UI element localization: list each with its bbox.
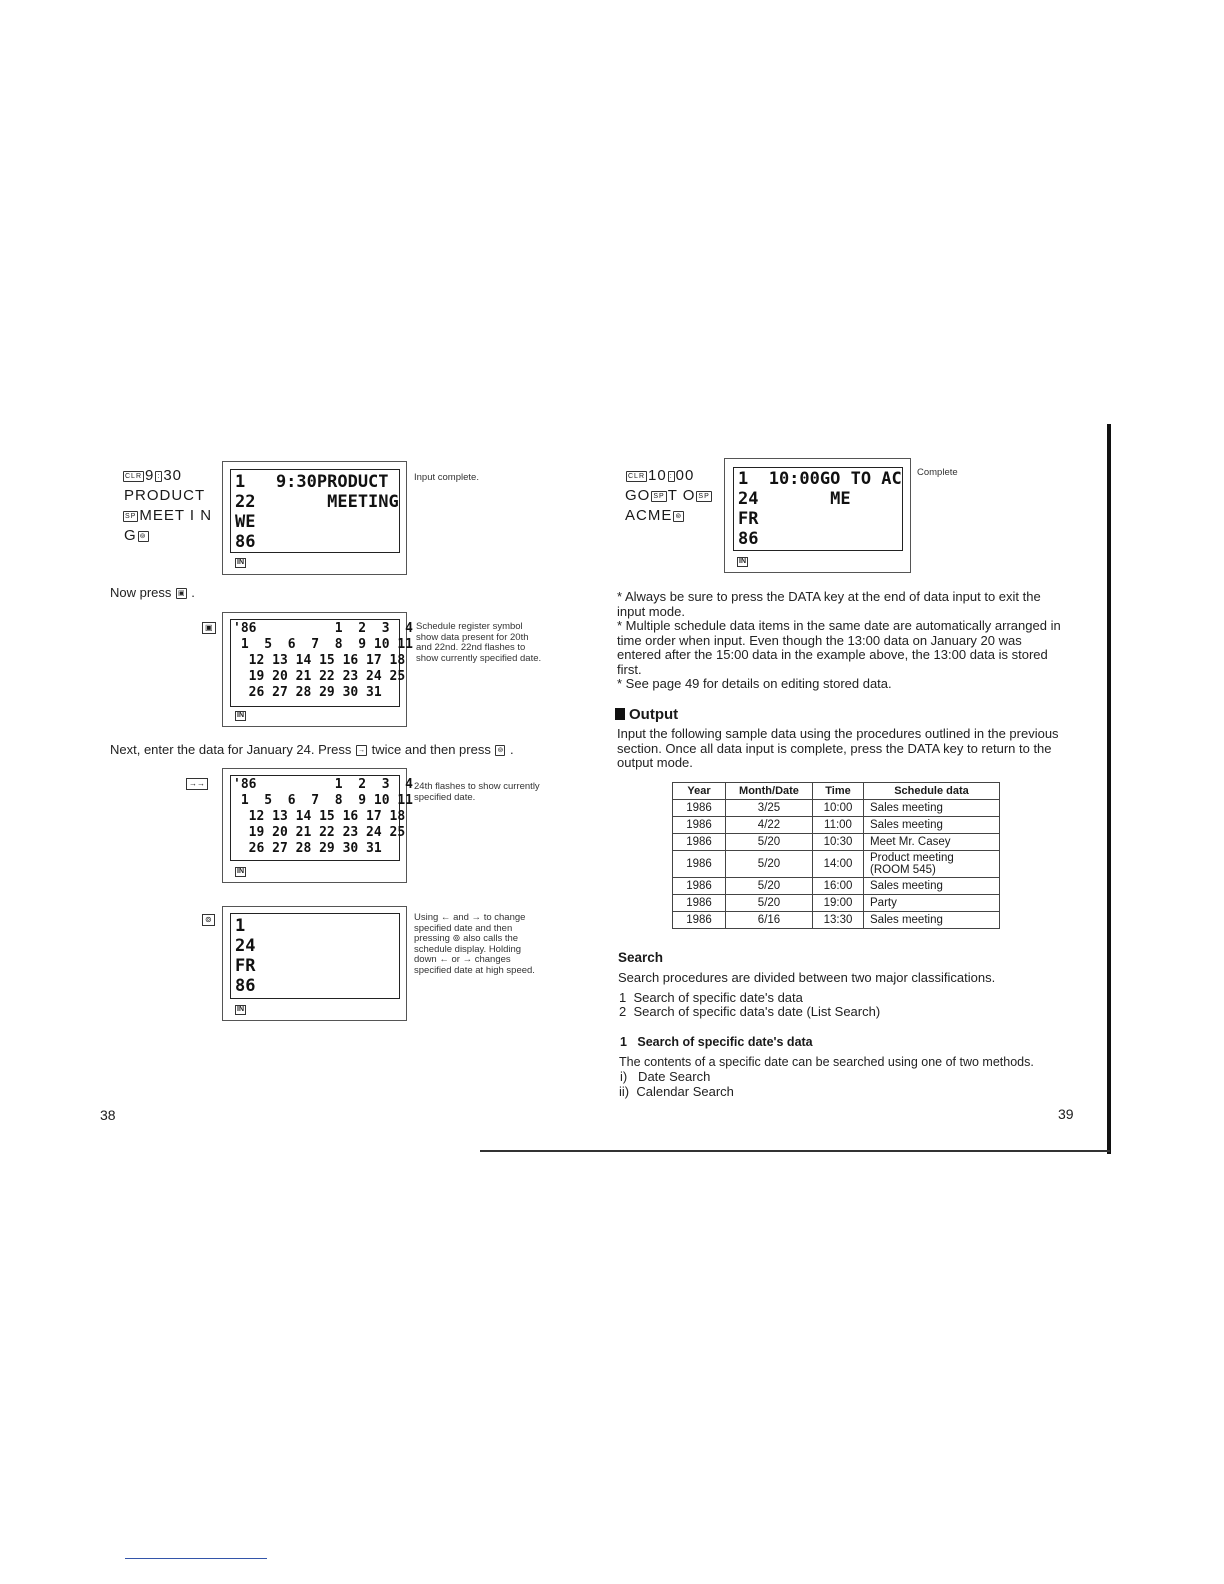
page-number-left: 38	[100, 1107, 116, 1123]
lcd-line: FR	[738, 509, 759, 529]
lcd-display-right	[724, 458, 911, 573]
clr-key-icon: CLR	[628, 472, 646, 480]
bullet-list	[617, 590, 1062, 692]
lcd-line: 12 13 14 15 16 17 18	[233, 653, 406, 668]
lcd-display-3	[222, 768, 414, 883]
table-header-row	[673, 783, 1000, 800]
page-edge-bottom	[480, 1150, 1110, 1152]
in-indicator-icon: IN	[237, 1006, 244, 1013]
sub-heading: 1 Search of specific date's data	[620, 1035, 813, 1049]
schedule-key-icon: ▣	[202, 622, 216, 634]
space-key-icon: SP	[125, 512, 137, 520]
method-item: i) Date Search	[620, 1069, 711, 1084]
table-cell: Sales meeting	[864, 817, 1000, 834]
space-key-icon: SP	[698, 492, 710, 500]
sub-text: The contents of a specific date can be searched using one of two methods.	[619, 1055, 1034, 1069]
table-cell: 10:30	[813, 834, 864, 851]
note-input-complete: Input complete.	[414, 472, 479, 483]
table-cell: 11:00	[813, 817, 864, 834]
bottom-rule	[125, 1558, 267, 1559]
table-row	[673, 817, 1000, 834]
search-heading: Search	[618, 950, 664, 965]
bullet-item: * Always be sure to press the DATA key at the end of data input to exit the input mode.	[617, 589, 1041, 619]
table-cell: 5/20	[726, 834, 813, 851]
lcd-line: 24	[235, 936, 256, 956]
space-key-icon: SP	[653, 492, 665, 500]
table-cell: 1986	[673, 817, 726, 834]
table-cell: 1986	[673, 800, 726, 817]
lcd-line: 22 MEETING	[235, 492, 399, 512]
colon-key-icon: :	[157, 472, 161, 480]
key-line-1: CLR 9 : 30	[125, 467, 182, 484]
table-cell: Party	[864, 895, 1000, 912]
table-row	[673, 895, 1000, 912]
square-bullet-icon	[615, 708, 625, 720]
lcd-line: 86	[235, 976, 256, 996]
lcd-line: 86	[235, 532, 256, 552]
table-cell: 5/20	[726, 895, 813, 912]
table-row	[673, 912, 1000, 929]
lcd-line: 26 27 28 29 30 31	[233, 841, 382, 856]
lcd-line: 26 27 28 29 30 31	[233, 685, 382, 700]
table-cell: 1986	[673, 878, 726, 895]
lcd-line: '86 1 2 3 4	[233, 621, 414, 636]
lcd-line: 1 5 6 7 8 9 10 11	[233, 793, 414, 808]
enter-key-icon: ⊚	[139, 532, 147, 540]
key-sequence-right	[625, 466, 725, 526]
lcd-line: 19 20 21 22 23 24 25	[233, 825, 406, 840]
bullet-item: * Multiple schedule data items in the same date are automatically arranged in time order when input. Even though the 13:00 data on January 20 was entered after the 15:00 data in the example above, the 13:00 data is stored first.	[617, 618, 1061, 677]
now-press-text: Now press ▣ .	[110, 585, 195, 600]
lcd-line: 1 9:30PRODUCT	[235, 472, 389, 492]
output-heading: Output	[615, 706, 678, 723]
lcd-line: 1 10:00GO TO AC	[738, 469, 902, 489]
lcd-line: 12 13 14 15 16 17 18	[233, 809, 406, 824]
in-indicator-icon: IN	[237, 559, 244, 566]
key-line-3: SP MEET I N	[125, 507, 213, 524]
table-cell: 1986	[673, 851, 726, 878]
table-cell: 10:00	[813, 800, 864, 817]
table-row	[673, 800, 1000, 817]
column-header: Month/Date	[726, 783, 813, 800]
right-arrow-key-icon: →	[357, 747, 365, 755]
column-header: Schedule data	[864, 783, 1000, 800]
lcd-line: 19 20 21 22 23 24 25	[233, 669, 406, 684]
lcd-line: 1 5 6 7 8 9 10 11	[233, 637, 414, 652]
note-24th-flashes: 24th flashes to show currently specified date.	[414, 781, 540, 803]
search-intro: Search procedures are divided between two major classifications.	[618, 970, 996, 985]
table-cell: 4/22	[726, 817, 813, 834]
lcd-display-2	[222, 612, 414, 727]
in-indicator-icon: IN	[739, 558, 746, 565]
next-enter-text: Next, enter the data for January 24. Press → twice and then press ⊚ .	[110, 742, 514, 757]
note-schedule-register: Schedule register symbol show data present for 20th and 22nd. 22nd flashes to show currently specified date.	[416, 621, 542, 664]
note-using-arrows: Using ← and → to change specified date and then pressing ⊚ also calls the schedule display. Holding down ← or → changes specified date at high speed.	[414, 912, 535, 976]
key-sequence-1	[122, 466, 222, 546]
lcd-display-4	[222, 906, 407, 1021]
table-cell: 5/20	[726, 878, 813, 895]
schedule-table	[672, 782, 1000, 929]
enter-key-icon: ⊚	[497, 747, 504, 755]
table-row	[673, 878, 1000, 895]
table-cell: 6/16	[726, 912, 813, 929]
lcd-line: 1	[235, 916, 246, 936]
table-cell: 16:00	[813, 878, 864, 895]
table-cell: Meet Mr. Casey	[864, 834, 1000, 851]
table-cell: 5/20	[726, 851, 813, 878]
column-header: Year	[673, 783, 726, 800]
method-item: ii) Calendar Search	[619, 1084, 734, 1099]
page-number-right: 39	[1058, 1106, 1074, 1122]
colon-key-icon: :	[669, 472, 673, 480]
lcd-line: 24 ME	[738, 489, 851, 509]
lcd-line: 86	[738, 529, 759, 549]
output-text: Input the following sample data using the procedures outlined in the previous section. Once all data input is complete, press the DATA key to return to the output mode.	[617, 726, 1059, 770]
bullet-item: * See page 49 for details on editing stored data.	[617, 676, 892, 691]
table-cell: 13:30	[813, 912, 864, 929]
in-indicator-icon: IN	[237, 712, 244, 719]
table-cell: Sales meeting	[864, 912, 1000, 929]
table-cell: 1986	[673, 834, 726, 851]
lcd-line: '86 1 2 3 4	[233, 777, 414, 792]
lcd-line: FR	[235, 956, 256, 976]
table-row	[673, 834, 1000, 851]
key-line-3: ACME ⊚	[625, 507, 683, 524]
column-header: Time	[813, 783, 864, 800]
lcd-line: WE	[235, 512, 256, 532]
lcd-display-1	[222, 461, 407, 575]
key-line-1: CLR 10 : 00	[628, 467, 695, 484]
table-row	[673, 851, 1000, 878]
table-cell: 3/25	[726, 800, 813, 817]
note-complete: Complete	[917, 467, 958, 478]
enter-key-icon: ⊚	[675, 512, 683, 520]
page-edge-right	[1107, 424, 1111, 1154]
clr-key-icon: CLR	[125, 472, 143, 480]
search-item: 1 Search of specific date's data	[619, 990, 803, 1005]
table-cell: 1986	[673, 895, 726, 912]
table-cell: Product meeting (ROOM 545)	[864, 851, 1000, 878]
key-line-2: GO SP T O SP	[625, 487, 710, 504]
lcd-screen	[230, 913, 400, 999]
double-right-arrow-key-icon: →→	[186, 778, 208, 790]
enter-key-icon: ⊚	[202, 914, 215, 926]
search-item: 2 Search of specific data's date (List Search)	[619, 1004, 881, 1019]
in-indicator-icon: IN	[237, 868, 244, 875]
table-cell: Sales meeting	[864, 800, 1000, 817]
schedule-key-icon: ▣	[178, 590, 185, 598]
table-cell: 1986	[673, 912, 726, 929]
key-line-2: PRODUCT	[124, 487, 206, 504]
table-cell: 19:00	[813, 895, 864, 912]
key-line-4: G ⊚	[124, 527, 147, 544]
table-cell: Sales meeting	[864, 878, 1000, 895]
table-cell: 14:00	[813, 851, 864, 878]
